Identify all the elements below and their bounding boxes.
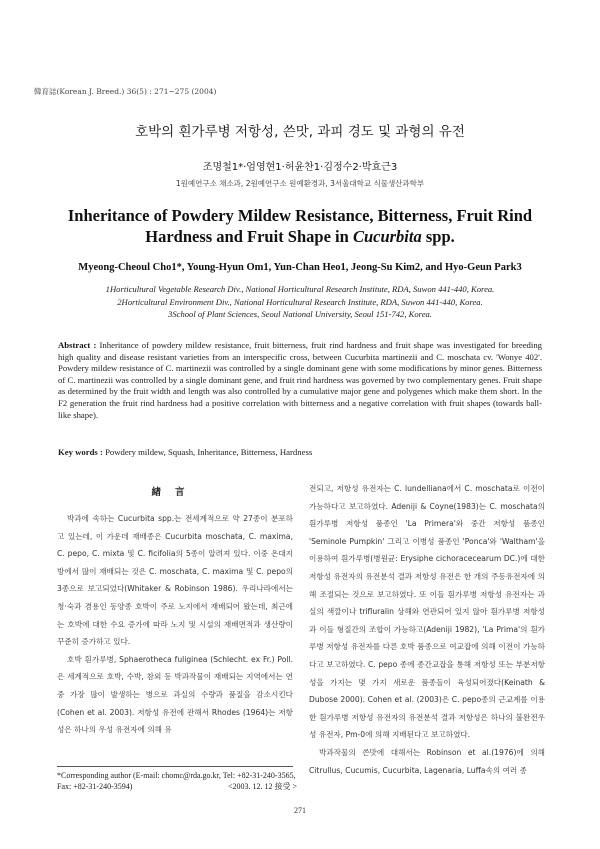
korean-authors: 조명철1*·엄영현1·허윤찬1·김정수2·박효근3: [202, 162, 398, 173]
received-date: <2003. 12. 12 接受 >: [227, 782, 297, 791]
left-column: [57, 510, 293, 739]
corresponding-author: *Corresponding author (E-mail: chomc@rda.go.kr, Tel: +82-31-240-3565, Fax: +82-31-240-3594): [57, 771, 296, 791]
english-title-line1: Inheritance of Powdery Mildew Resistance, Bitterness, Fruit Rind: [67, 206, 533, 225]
paragraph: 호박 흰가루병, Sphaerotheca fuliginea (Schlecht. ex Fr.) Poll.은 세계적으로 호박, 수박, 참외 등 박과작물이 재배되는 지역에서는 연중 가장 많이 발생하는 병으로 과실의 수량과 품질을 감소시킨다(Cohen et al. 2003). 저항성 유전에 관해서 Rhodes (1964)는 저항성은 하나의 우성 유전자에 의해 유: [57, 654, 293, 735]
abstract-text: Inheritance of powdery mildew resistance, fruit bitterness, fruit rind hardness and fruit shape was investigated for breeding high quality and disease resistant varieties from an interspecific cross, between Cucurbita martinezii and C. moschata cv. 'Wonye 402'. Powdery mildew resistance of C. martinezii was controlled by a single dominant gene with some modifications by minor genes. Bitterness of C. martinezii was controlled by a single dominant gene, and fruit rind hardness was governed by two complementary genes. Fruit shape as determined by the fruit width and length was also controlled by a cumulative major gene and polygenes which make them short. In the F2 generation the fruit rind hardness had a positive correlation with bitterness and a negative correlation with fruit shapes (towards ball-like shape).: [58, 340, 542, 420]
keywords-text: Powdery mildew, Squash, Inheritance, Bitterness, Hardness: [105, 447, 313, 457]
english-authors: Myeong-Cheoul Cho1*, Young-Hyun Om1, Yun-Chan Heo1, Jeong-Su Kim2, and Hyo-Geun Park3: [78, 262, 522, 273]
affiliation-1: 1Horticultural Vegetable Research Div., National Horticultural Research Institute, RDA, Suwon 441-440, Korea.: [105, 284, 495, 294]
affiliation-3: 3School of Plant Sciences, Seoul National University, Seoul 151-742, Korea.: [168, 309, 432, 319]
keywords-label: Key words :: [58, 447, 103, 457]
keywords: [58, 447, 542, 457]
right-column: [309, 480, 545, 779]
english-title-line2: [40, 226, 560, 247]
paragraph: 박과작물의 쓴맛에 대해서는 Robinson et al.(1976)에 의해 Citrullus, Cucumis, Cucurbita, Lagenaria, Luffa속의 여러 종: [309, 747, 545, 775]
english-title-genus: Cucurbita: [352, 227, 422, 246]
english-affiliations: [20, 283, 580, 321]
abstract: [58, 340, 542, 421]
english-title-prefix: Hardness and Fruit Shape in: [145, 227, 353, 246]
english-title-suffix: spp.: [421, 227, 455, 246]
section-heading-introduction: 緖言: [151, 487, 199, 498]
paragraph: 박과에 속하는 Cucurbita spp.는 전세계적으로 약 27종이 분포하고 있는데, 이 가운데 재배종은 Cucurbita moschata, C. maxima, C. pepo, C. mixta 및 C. ficifolia의 5종이 알려져 있다. 이중 온대지방에서 많이 재배되는 것은 C. moschata, C. maxima 및 C. pepo의 3종으로 보고되었다(Whitaker & Robinson 1986). 우리나라에서는 청·숙과 겸용인 동양종 호박이 주로 노지에서 재배되어 왔는데, 최근에는 호박에 대한 수요 증가에 따라 노지 및 시설의 재배면적과 생산량이 꾸준히 증가하고 있다.: [57, 514, 293, 647]
abstract-label: Abstract :: [58, 340, 97, 350]
journal-citation: 韓育誌(Korean J. Breed.) 36(5) : 271~275 (2004): [34, 87, 217, 96]
footnote: [57, 770, 297, 792]
paragraph: 전되고, 저항성 유전자는 C. lundelliana에서 C. moschata로 이전이 가능하다고 보고하였다. Adeniji & Coyne(1983)는 C. moschata의 흰가루병 저항성 품종인 'La Primera'와 중간 저항성 품종인 'Seminole Pumpkin' 그리고 이병성 품종인 'Ponca'와 'Waltham'을 이용하여 흰가루병(병원균: Erysiphe cichoracecearum DC.)에 대한 저항성 유전자의 유전분석 결과 저항성 유전은 한 개의 주동유전자에 의해 조절되는 것으로 보고하였다. 또 이들 흰가루병 저항성 유전자는 과실의 색깔이나 trifluralin 상해와 연관되어 있지 않아 흰가루병 저항성과 이들 형질간의 조합이 가능하고(Adeniji 1982), 'La Prima'의 흰가루병 저항성 유전자를 다른 호박 품종으로 여교잡에 의해 이전이 가능하다고 보고하였다. C. pepo 종에 종간교잡을 통해 저항성 또는 부분저항성을 가지는 몇 가지 새로운 품종들이 육성되어졌다(Keinath & Dubose 2000). Cohen et al. (2003)은 C. pepo종의 근교계를 이용한 흰가루병 저항성 유전자의 유전분석 결과 저항성은 하나의 불완전우성 유전자, Pm-0에 의해 지배된다고 보고하였다.: [309, 484, 545, 740]
footnote-divider: [57, 766, 293, 767]
affiliation-2: 2Horticultural Environment Div., National Horticultural Research Institute, RDA, Suwon 441-440, Korea.: [117, 296, 483, 307]
korean-affiliations: 1원예연구소 채소과, 2원예연구소 원예환경과, 3서울대학교 식물생산과학부: [175, 179, 425, 188]
english-title: [40, 205, 560, 247]
page-number: 271: [294, 806, 306, 815]
korean-title: 호박의 흰가루병 저항성, 쓴맛, 과피 경도 및 과형의 유전: [135, 124, 465, 140]
